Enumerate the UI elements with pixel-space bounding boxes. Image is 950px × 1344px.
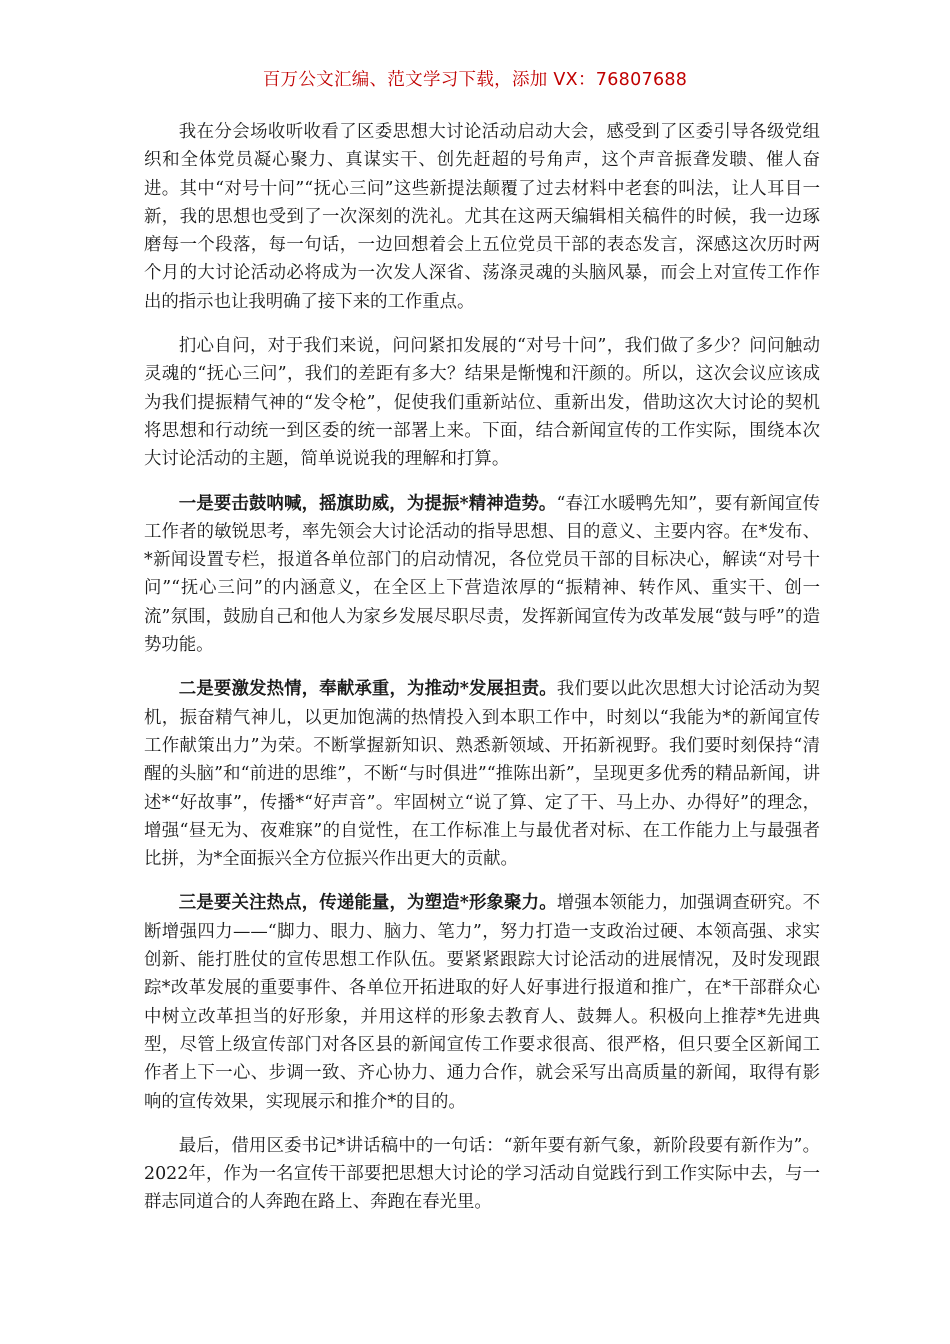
paragraph-text: 最后，借用区委书记*讲话稿中的一句话：“新年要有新气象，新阶段要有新作为”。2022年，作为一名宣传干部要把思想大讨论的学习活动自觉践行到工作实际中去，与一群志同道合的人奔跑在路上、奔跑在春光里。 — [144, 1135, 820, 1213]
paragraph-intro — [144, 118, 820, 316]
paragraph-reflection — [144, 332, 820, 473]
paragraph-conclusion — [144, 1132, 820, 1217]
paragraph-text: “春江水暖鸭先知”，要有新闻宣传工作者的敏锐思考，率先领会大讨论活动的指导思想、目的意义、主要内容。在*发布、*新闻设置专栏，报道各单位部门的启动情况，各位党员干部的目标决心，解读“对号十问”“抚心三问”的内涵意义，在全区上下营造浓厚的“振精神、转作风、重实干、创一流”氛围，鼓励自己和他人为家乡发展尽职尽责，发挥新闻宣传为改革发展“鼓与呼”的造势功能。 — [144, 493, 820, 656]
paragraph-text: 扪心自问，对于我们来说，问问紧扣发展的“对号十问”，我们做了多少？问问触动灵魂的“抚心三问”，我们的差距有多大？结果是惭愧和汗颜的。所以，这次会议应该成为我们提振精气神的“发令枪”，促使我们重新站位、重新出发，借助这次大讨论的契机将思想和行动统一到区委的统一部署上来。下面，结合新闻宣传的工作实际，围绕本次大讨论活动的主题，简单说说我的理解和打算。 — [144, 336, 820, 470]
paragraph-text: 增强本领能力，加强调查研究。不断增强四力——“脚力、眼力、脑力、笔力”，努力打造一支政治过硬、本领高强、求实创新、能打胜仗的宣传思想工作队伍。要紧紧跟踪大讨论活动的进展情况，及时发现跟踪*改革发展的重要事件、各单位开拓进取的好人好事进行报道和推广，在*干部群众心中树立改革担当的好形象，并用这样的形象去教育人、鼓舞人。积极向上推荐*先进典型，尽管上级宣传部门对各区县的新闻宣传工作要求很高、很严格，但只要全区新闻工作者上下一心、步调一致、齐心协力、通力合作，就会采写出高质量的新闻，取得有影响的宣传效果，实现展示和推介*的目的。 — [144, 893, 820, 1112]
paragraph-point-two — [144, 675, 820, 873]
paragraph-text: 我们要以此次思想大讨论活动为契机，振奋精气神儿，以更加饱满的热情投入到本职工作中，时刻以“我能为*的新闻宣传工作献策出力”为荣。不断掌握新知识、熟悉新领域、开拓新视野。我们要时刻保持“清醒的头脑”和“前进的思维”，不断“与时俱进”“推陈出新”，呈现更多优秀的精品新闻，讲述*“好故事”，传播*“好声音”。牢固树立“说了算、定了干、马上办、办得好”的理念，增强“昼无为、夜难寐”的自觉性，在工作标准上与最优者对标、在工作能力上与最强者比拼，为*全面振兴全方位振兴作出更大的贡献。 — [144, 679, 820, 870]
header-watermark-text: 百万公文汇编、范文学习下载，添加 VX：76807688 — [262, 70, 688, 90]
paragraph-point-three — [144, 889, 820, 1115]
document-body — [144, 118, 820, 1233]
paragraph-lead: 三是要关注热点，传递能量，为塑造*形象聚力。 — [178, 893, 557, 914]
paragraph-text: 我在分会场收听收看了区委思想大讨论活动启动大会，感受到了区委引导各级党组织和全体党员凝心聚力、真谋实干、创先赶超的号角声，这个声音振聋发聩、催人奋进。其中“对号十问”“抚心三问”这些新提法颠覆了过去材料中老套的叫法，让人耳目一新，我的思想也受到了一次深刻的洗礼。尤其在这两天编辑相关稿件的时候，我一边琢磨每一个段落，每一句话，一边回想着会上五位党员干部的表态发言，深感这次历时两个月的大讨论活动必将成为一次发人深省、荡涤灵魂的头脑风暴，而会上对宣传工作作出的指示也让我明确了接下来的工作重点。 — [144, 122, 820, 312]
paragraph-lead: 一是要击鼓呐喊，摇旗助威，为提振*精神造势。 — [178, 493, 557, 514]
paragraph-lead: 二是要激发热情，奉献承重，为推动*发展担责。 — [178, 679, 557, 700]
paragraph-point-one — [144, 490, 820, 660]
